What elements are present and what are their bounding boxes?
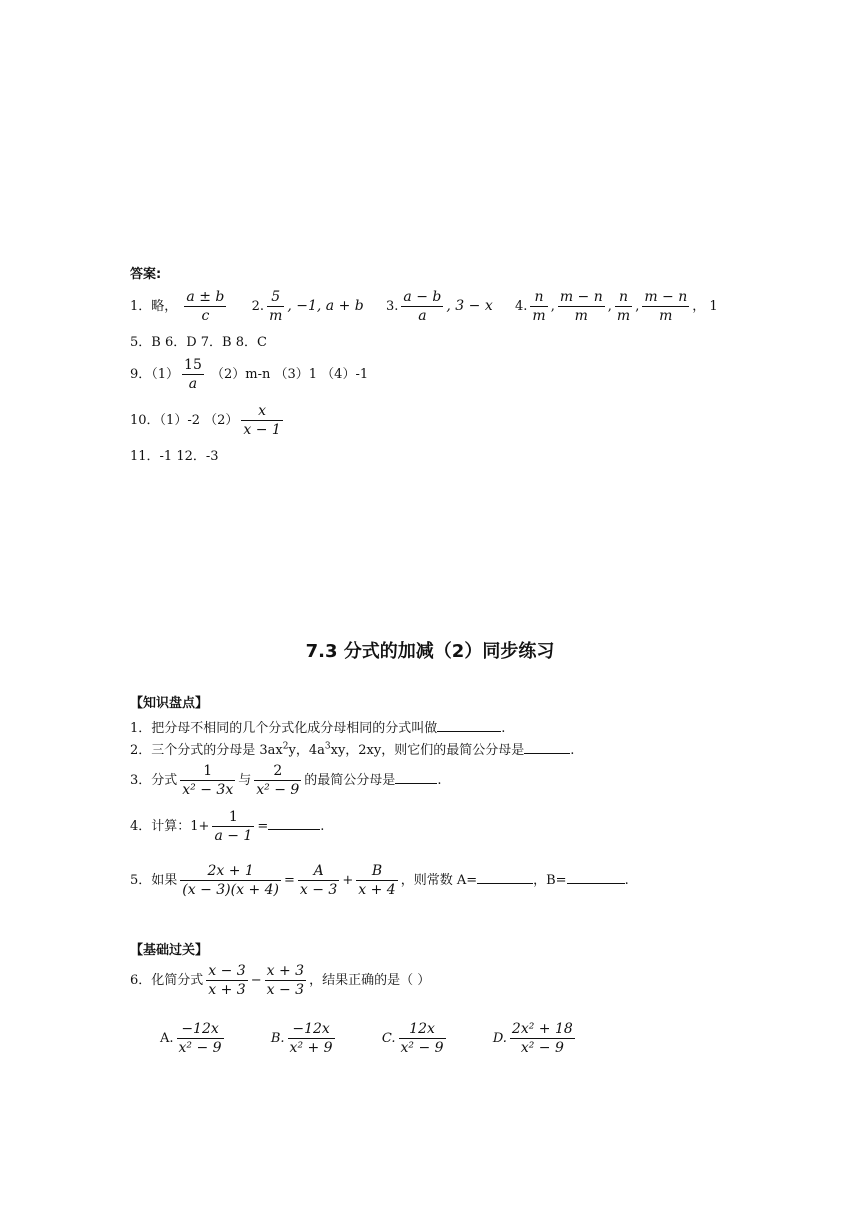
period: .: [437, 773, 442, 788]
answer-4-label: 4.: [515, 299, 528, 314]
fraction: $\frac{1}{\text{x² − 3x}}$: [182, 763, 234, 798]
fraction: $\frac{m - n}{m}$: [644, 289, 688, 324]
fraction: $\frac{1}{a - 1}$: [214, 809, 253, 844]
plus-sign: +: [342, 873, 354, 888]
fraction: $\frac{n}{m}$: [532, 289, 546, 324]
fraction: $\frac{n}{m}$: [616, 289, 631, 324]
fraction: $\frac{B}{x + 4}$: [358, 863, 396, 898]
question-4: [130, 808, 324, 845]
fraction: $\frac{2}{\text{x² − 9}}$: [256, 763, 300, 798]
question-4-text-b: =: [257, 819, 269, 834]
question-4-text-a: 4．计算：1+: [130, 819, 210, 834]
answer-10-label: 10．（1）-2 （2）: [130, 413, 239, 428]
question-2-text-c: xy，2xy，则它们的最简公分母是: [330, 743, 525, 758]
answer-3-rest: , 3 − x: [446, 298, 493, 314]
answer-blank[interactable]: [395, 771, 437, 784]
question-5-text-a: 5．如果: [130, 873, 178, 888]
answer-blank[interactable]: [437, 719, 501, 732]
answer-9-rest: （2）m-n （3）1 （4）-1: [211, 367, 369, 382]
question-6-text-a: 6．化简分式: [130, 973, 204, 988]
answer-blank[interactable]: [268, 817, 320, 830]
section-knowledge-heading: 【知识盘点】: [130, 696, 209, 711]
question-5-text-b: ，则常数 A=: [400, 873, 478, 888]
question-2-text-a: 2．三个分式的分母是 3ax: [130, 743, 283, 758]
fraction: $\frac{m - n}{m}$: [559, 289, 603, 324]
answer-3-label: 3.: [386, 299, 399, 314]
answers-heading: 答案:: [130, 267, 162, 282]
fraction: $\frac{x + 3}{x - 3}$: [266, 963, 305, 998]
answer-2-rest: , −1, a + b: [287, 298, 364, 314]
answer-blank[interactable]: [524, 741, 570, 754]
minus-sign: −: [250, 973, 262, 988]
question-5-text-c: ，B=: [533, 873, 567, 888]
superscript: 3: [324, 741, 331, 752]
section-basics-heading: 【基础过关】: [130, 943, 209, 958]
answer-line-5: 11．-1 12．-3: [130, 449, 219, 464]
fraction: $\frac{a \pm b}{c}$: [186, 289, 225, 324]
question-2: [130, 741, 574, 757]
answer-1-label: 1．略，: [130, 299, 178, 314]
option-c[interactable]: C. $\frac{12x}{\text{x² − 9}}$: [381, 1021, 444, 1056]
answer-line-2: 5．B 6．D 7．B 8．C: [130, 335, 267, 350]
option-a[interactable]: A. $\frac{-12x}{\text{x² − 9}}$: [160, 1021, 222, 1056]
superscript: 2: [282, 741, 289, 752]
answer-blank-a[interactable]: [477, 871, 533, 884]
period: .: [501, 721, 506, 736]
page-title: 7.3 分式的加减（2）同步练习: [305, 641, 555, 662]
question-3-text-a: 3．分式: [130, 773, 178, 788]
option-b[interactable]: B. $\frac{-12x}{\text{x² + 9}}$: [270, 1021, 333, 1056]
answer-line-3: [130, 356, 368, 393]
equals-sign: =: [284, 873, 295, 888]
fraction: $\frac{5}{m}$: [269, 289, 283, 324]
question-3-text-b: 与: [238, 773, 252, 788]
answer-blank-b[interactable]: [567, 871, 625, 884]
answer-line-4: [130, 402, 286, 439]
question-1: [130, 719, 505, 735]
fraction: $\frac{a - b}{a}$: [403, 289, 442, 324]
option-d[interactable]: D. $\frac{\text{2x² + 18}}{\text{x² − 9}}$: [492, 1021, 573, 1056]
fraction: $\frac{x}{x - 1}$: [243, 403, 281, 438]
answer-line-1: 1．略， $\frac{a \pm b}{c}$ 2. $\frac{5}{m}$ , −1, a + b 3. $\frac{a - b}{a}$ , 3 − x 4. $\frac{n}{m}$ , $\frac{m - n}{m}$ , $\frac{n}{m}$ , $\frac{m - n}{m}$ ， 1: [130, 289, 718, 324]
fraction: $\frac{2x + 1}{(x - 3)(x + 4)}$: [182, 863, 279, 898]
answer-9-label: 9．（1）: [130, 367, 180, 382]
fraction: $\frac{x - 3}{x + 3}$: [208, 963, 246, 998]
question-3: [130, 762, 441, 799]
answer-4-rest: ， 1: [692, 299, 718, 314]
period: .: [320, 819, 325, 834]
period: .: [570, 743, 575, 758]
question-5: [130, 862, 629, 899]
fraction: $\frac{15}{a}$: [184, 357, 202, 392]
fraction: $\frac{A}{x - 3}$: [299, 863, 338, 898]
question-6-options: [160, 1020, 578, 1057]
question-2-text-b: y，4a: [288, 743, 325, 758]
question-3-text-c: 的最简公分母是: [304, 773, 396, 788]
period: .: [624, 873, 629, 888]
question-1-text: 1．把分母不相同的几个分式化成分母相同的分式叫做: [130, 721, 438, 736]
question-6-text-b: ，结果正确的是（ ）: [309, 973, 431, 988]
answer-2-label: 2.: [251, 299, 265, 314]
question-6: [130, 962, 430, 999]
